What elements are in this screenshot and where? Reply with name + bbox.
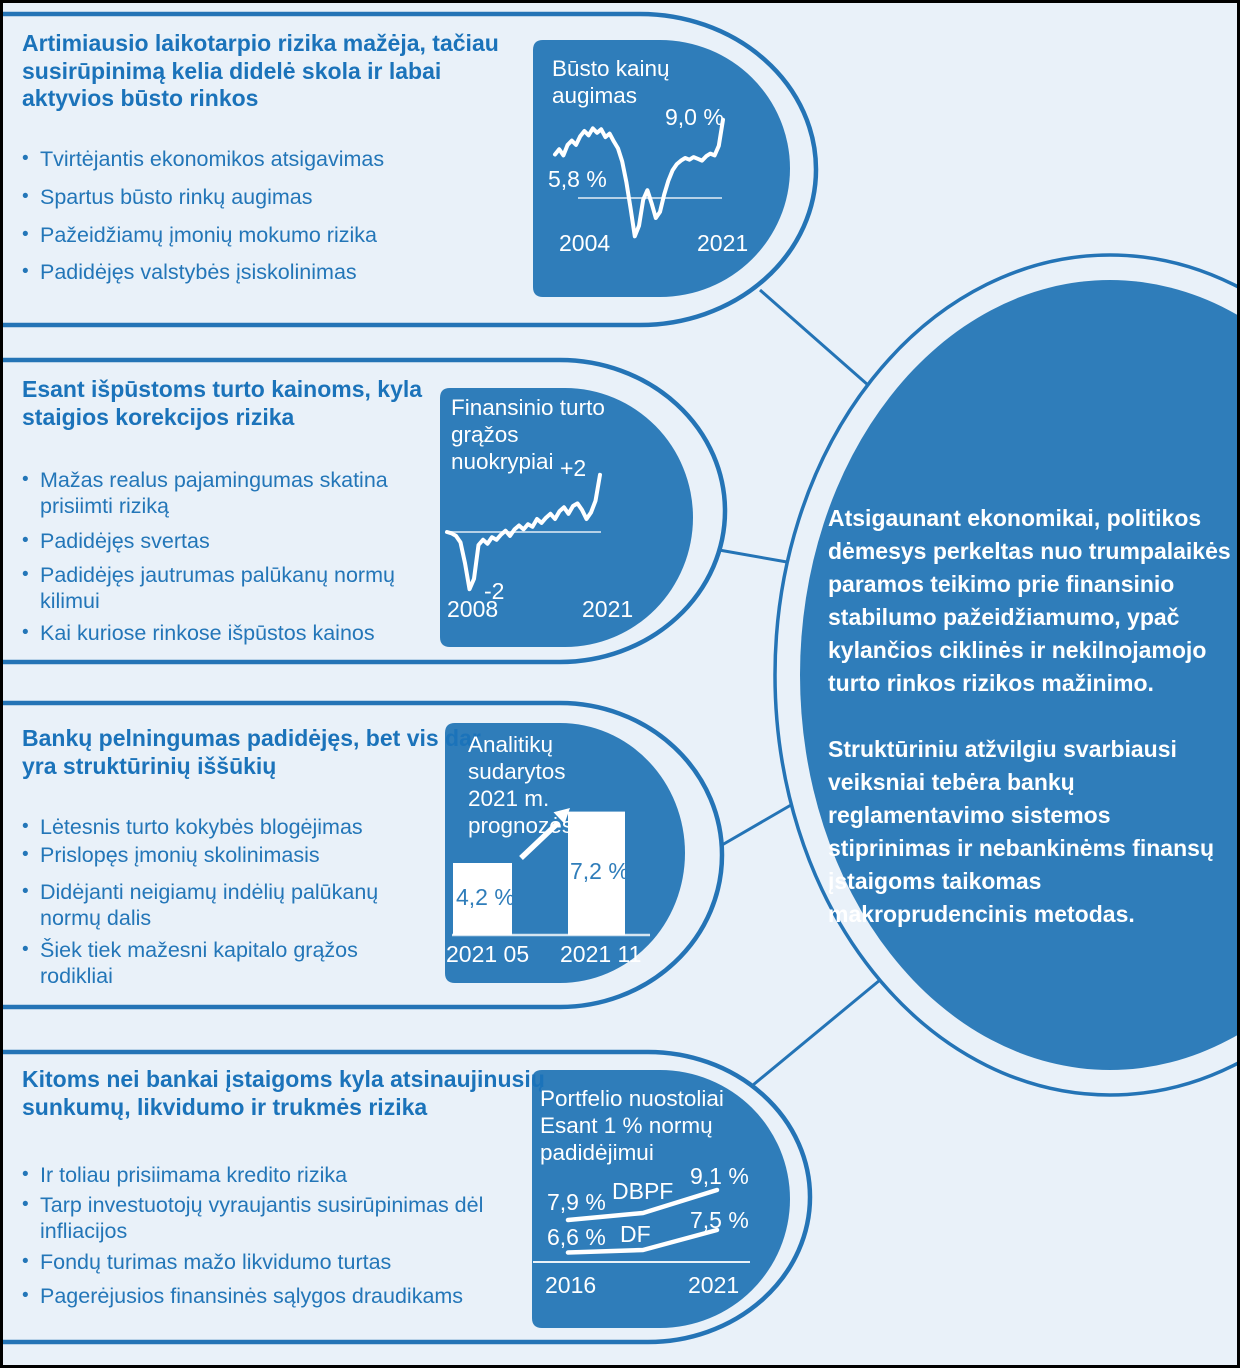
chart4-title: Portfelio nuostoliai Esant 1 % normų padidėjimui [540, 1086, 724, 1165]
chart4-dbpf-legend: DBPF [612, 1178, 674, 1204]
chart3-bar2-value: 7,2 % [570, 858, 629, 884]
chart4-x-end: 2021 [688, 1272, 740, 1298]
chart4-dbpf-end: 9,1 % [690, 1163, 749, 1189]
section4-heading: Kitoms nei bankai įstaigoms kyla atsinaujinusių sunkumų, likvidumo ir trukmės rizika [22, 1066, 545, 1120]
list-item [22, 467, 412, 519]
chart1-start-value: 5,8 % [548, 166, 607, 192]
list-item [22, 1249, 512, 1275]
bullet-text: Tarp investuotojų vyraujantis susirūpinimas dėl infliacijos [40, 1193, 484, 1243]
bullet-icon: • [22, 844, 29, 865]
bullet-text: Padidėjęs jautrumas palūkanų normų kilimui [40, 563, 395, 613]
list-item [22, 222, 492, 248]
list-item [22, 842, 407, 868]
bullet-text: Spartus būsto rinkų augimas [40, 185, 313, 209]
bullet-text: Pagerėjusios finansinės sąlygos draudikams [40, 1284, 464, 1308]
bullet-text: Pažeidžiamų įmonių mokumo rizika [40, 223, 377, 247]
bullet-text: Šiek tiek mažesni kapitalo grąžos rodikliai [40, 938, 358, 988]
bullet-icon: • [22, 622, 29, 643]
bullet-text: Tvirtėjantis ekonomikos atsigavimas [40, 147, 385, 171]
chart3-category1: 2021 05 [446, 941, 530, 967]
chart1-title: Būsto kainų augimas [552, 56, 670, 108]
summary-paragraph-1: Atsigaunant ekonomikai, politikos dėmesys perkeltas nuo trumpalaikės paramos teikimo prie finansinio stabilumo pažeidžiamumo, ypač kylančios ciklinės ir nekilnojamojo turto rinkos rizikos mažinimo. [828, 505, 1231, 696]
bullet-text: Prislopęs įmonių skolinimasis [40, 843, 320, 867]
section1-heading: Artimiausio laikotarpio rizika mažėja, tačiau susirūpinimą kelia didelė skola ir labai aktyvios būsto rinkos [22, 30, 499, 111]
bullet-icon: • [22, 881, 29, 902]
chart1-end-value: 9,0 % [665, 104, 724, 130]
list-item [22, 528, 412, 554]
list-item [22, 620, 412, 646]
bullet-text: Ir toliau prisiimama kredito rizika [40, 1163, 348, 1187]
section3-heading: Bankų pelningumas padidėjęs, bet vis dar yra struktūrinių iššūkių [22, 725, 481, 779]
bullet-icon: • [22, 564, 29, 585]
bullet-text: Padidėjęs valstybės įsiskolinimas [40, 260, 357, 284]
chart2-min-label: -2 [484, 578, 505, 604]
list-item [22, 879, 407, 931]
bullet-icon: • [22, 1251, 29, 1272]
bullet-icon: • [22, 1285, 29, 1306]
summary-text [828, 502, 1233, 931]
list-item [22, 814, 407, 840]
chart4-df-legend: DF [620, 1221, 651, 1247]
bullet-icon: • [22, 186, 29, 207]
list-item [22, 259, 492, 285]
list-item [22, 1283, 512, 1309]
summary-paragraph-2: Struktūriniu atžvilgiu svarbiausi veiksniai tebėra bankų reglamentavimo sistemos stiprinimas ir nebankinėms finansų įstaigoms taikomas makroprudencinis metodas. [828, 736, 1214, 927]
chart2-x-start: 2008 [447, 596, 499, 622]
bullet-icon: • [22, 530, 29, 551]
section2-heading: Esant išpūstoms turto kainoms, kyla staigios korekcijos rizika [22, 376, 423, 430]
chart2-title: Finansinio turto grąžos nuokrypiai [451, 395, 605, 474]
list-item [22, 184, 492, 210]
chart4-df-end: 7,5 % [690, 1207, 749, 1233]
list-item [22, 562, 412, 614]
chart1-x-end: 2021 [697, 230, 749, 256]
bullet-text: Mažas realus pajamingumas skatina prisiimti riziką [40, 468, 388, 518]
chart3-bar1-value: 4,2 % [456, 884, 515, 910]
bullet-text: Lėtesnis turto kokybės blogėjimas [40, 815, 363, 839]
bullet-icon: • [22, 816, 29, 837]
list-item [22, 1162, 512, 1188]
list-item [22, 1192, 512, 1244]
chart3-category2: 2021 11 [560, 941, 642, 967]
chart2-x-end: 2021 [582, 596, 634, 622]
bullet-icon: • [22, 148, 29, 169]
chart4-dbpf-start: 7,9 % [547, 1189, 606, 1215]
bullet-text: Didėjanti neigiamų indėlių palūkanų normų dalis [40, 880, 379, 930]
list-item [22, 146, 492, 172]
chart2-max-label: +2 [560, 455, 587, 481]
bullet-icon: • [22, 261, 29, 282]
bullet-icon: • [22, 469, 29, 490]
chart3-title: Analitikų sudarytos 2021 m. prognozės [468, 732, 574, 838]
bullet-text: Padidėjęs svertas [40, 529, 210, 553]
chart4-x-start: 2016 [545, 1272, 597, 1298]
bullet-icon: • [22, 939, 29, 960]
bullet-icon: • [22, 1164, 29, 1185]
list-item [22, 937, 407, 989]
bullet-text: Fondų turimas mažo likvidumo turtas [40, 1250, 392, 1274]
bullet-text: Kai kuriose rinkose išpūstos kainos [40, 621, 375, 645]
chart4-df-start: 6,6 % [547, 1224, 606, 1250]
bullet-icon: • [22, 224, 29, 245]
bullet-icon: • [22, 1194, 29, 1215]
chart1-x-start: 2004 [559, 230, 611, 256]
